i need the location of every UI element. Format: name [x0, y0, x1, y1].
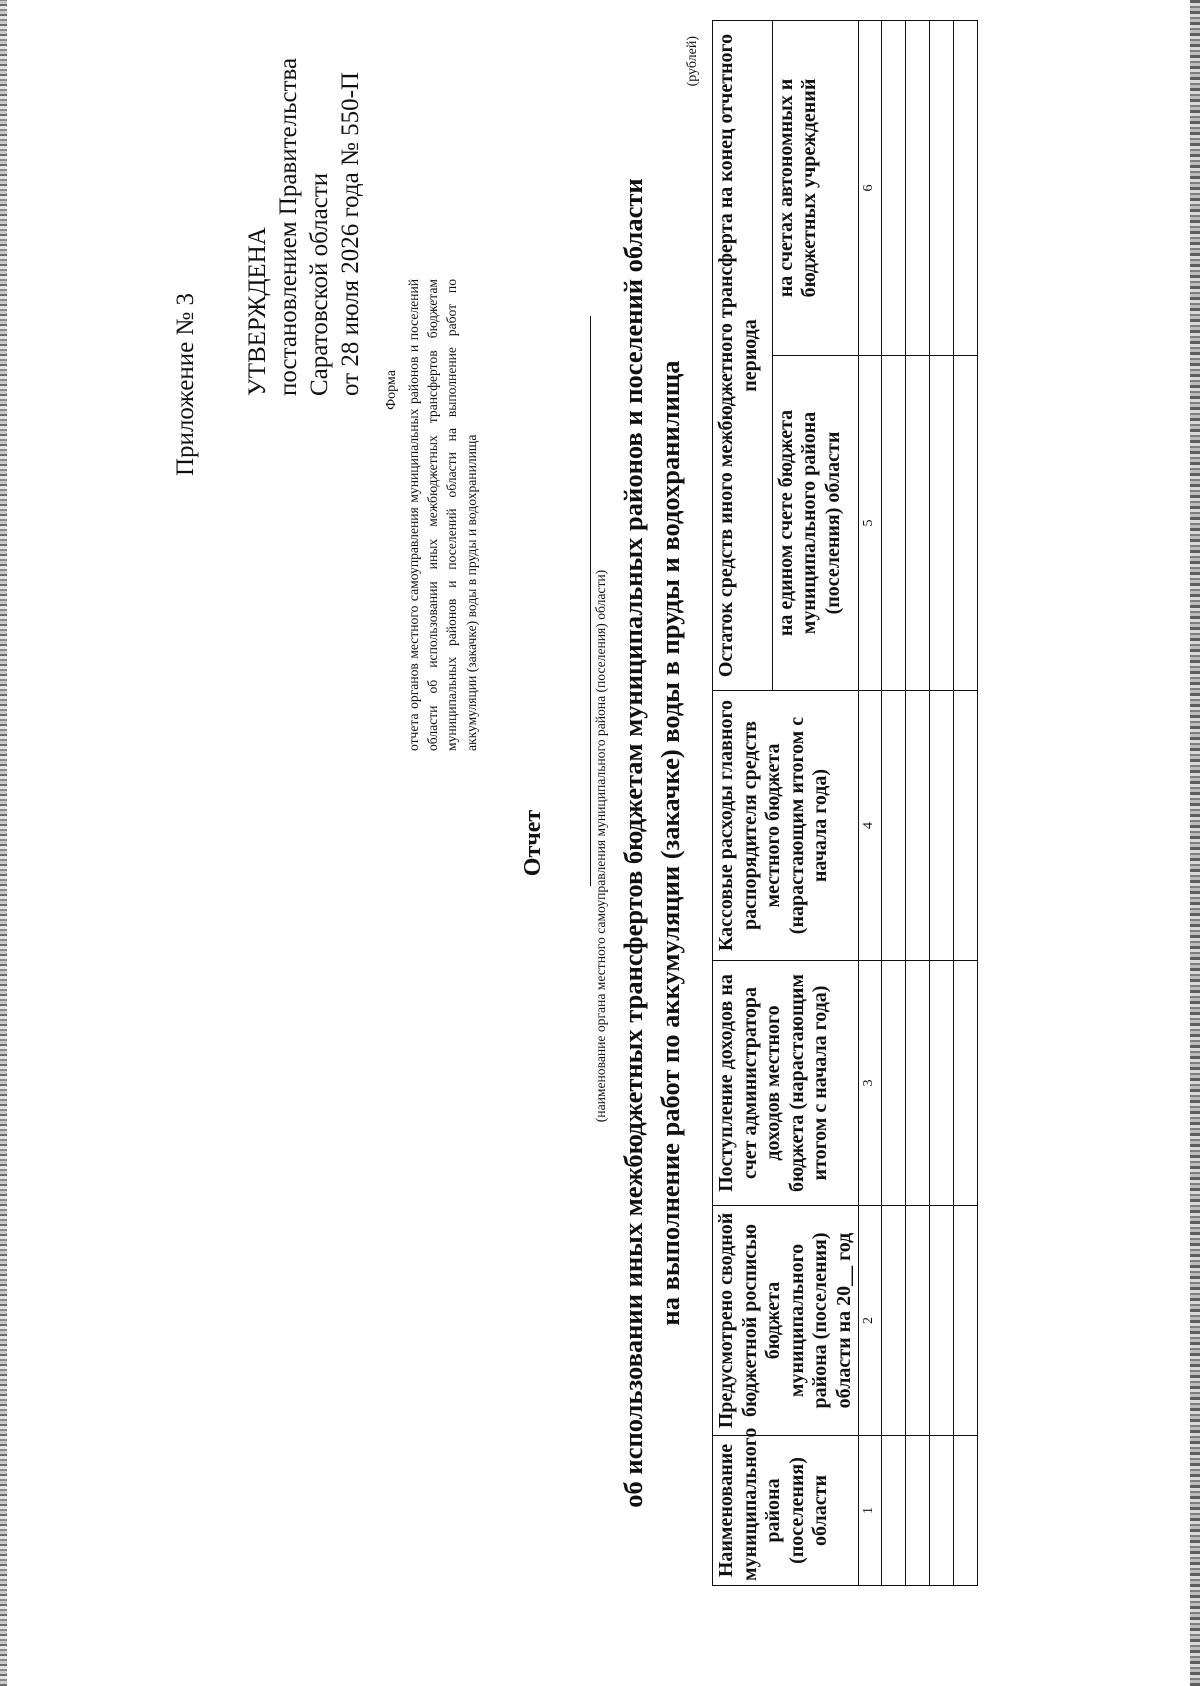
table-cell[interactable] — [882, 20, 906, 355]
form-label: Форма — [384, 370, 399, 410]
table-cell[interactable] — [906, 20, 930, 355]
table-cell[interactable] — [930, 1206, 954, 1436]
column-number: 4 — [859, 691, 882, 961]
header-cell-institution-accounts: на счетах автономных и бюджетных учреждений — [772, 20, 858, 355]
approval-heading: УТВЕРЖДЕНА — [244, 227, 271, 396]
approval-line: от 28 июля 2026 года № 550-П — [337, 72, 364, 396]
table-cell[interactable] — [906, 356, 930, 691]
header-cell-planned: Предусмотрено сводной бюджетной росписью бюджета муниципального района (поселения) области на 20__ год — [713, 1206, 859, 1436]
table-cell[interactable] — [954, 356, 978, 691]
table-cell[interactable] — [882, 356, 906, 691]
org-name-line — [590, 316, 591, 886]
report-table — [712, 20, 978, 1586]
table-row — [906, 20, 930, 1585]
header-cell-single-account: на едином счете бюджета муниципального района (поселения) области — [772, 356, 858, 691]
column-number: 5 — [859, 356, 882, 691]
table-cell[interactable] — [906, 1436, 930, 1586]
table-row — [930, 20, 954, 1585]
table-row — [882, 20, 906, 1585]
table-row — [954, 20, 978, 1585]
table-cell[interactable] — [930, 356, 954, 691]
org-name-caption: (наименование органа местного самоуправления муниципального района (поселения) области) — [593, 569, 608, 1123]
column-number: 2 — [859, 1206, 882, 1436]
header-cell-district: Наименование муниципального района (поселения) области — [713, 1436, 859, 1586]
approval-line: постановлением Правительства — [275, 57, 302, 396]
table-cell[interactable] — [882, 1436, 906, 1586]
table-cell[interactable] — [954, 20, 978, 355]
table-cell[interactable] — [882, 1206, 906, 1436]
table-cell[interactable] — [930, 691, 954, 961]
column-number: 1 — [859, 1436, 882, 1586]
table-cell[interactable] — [954, 1436, 978, 1586]
table-cell[interactable] — [906, 691, 930, 961]
report-subject-line: на выполнение работ по аккумуляции (закачке) воды в пруды и водохранилища — [655, 360, 685, 1326]
table-cell[interactable] — [882, 961, 906, 1206]
report-subject — [615, 0, 689, 1686]
table-cell[interactable] — [954, 961, 978, 1206]
report-subject-line: об использовании иных межбюджетных трансфертов бюджетам муниципальных районов и поселений области — [618, 178, 648, 1508]
header-cell-expenses: Кассовые расходы главного распорядителя средств местного бюджета (нарастающим итогом с начала года) — [713, 691, 859, 961]
approval-line: Саратовской области — [306, 172, 333, 396]
table-cell[interactable] — [882, 691, 906, 961]
header-cell-receipts: Поступление доходов на счет администратора доходов местного бюджета (нарастающим итогом с начала года) — [713, 961, 859, 1206]
column-number: 3 — [859, 961, 882, 1206]
header-cell-balance-group: Остаток средств иного межбюджетного трансферта на конец отчетного периода — [713, 20, 773, 690]
table-header-row — [713, 20, 773, 1585]
units-label: (рублей) — [685, 36, 700, 87]
table-cell[interactable] — [906, 961, 930, 1206]
table-cell[interactable] — [930, 1436, 954, 1586]
table-cell[interactable] — [906, 1206, 930, 1436]
column-number: 6 — [859, 20, 882, 355]
table-cell[interactable] — [930, 961, 954, 1206]
report-title: Отчет — [520, 809, 546, 877]
appendix-label: Приложение № 3 — [172, 292, 199, 476]
table-cell[interactable] — [954, 1206, 978, 1436]
table-number-row — [859, 20, 882, 1585]
form-description: отчета органов местного самоуправления муниципальных районов и поселений области об использовании иных межбюджетных трансфертов бюджетам муниципальных районов и поселений области на выполнение работ по аккумуляции (закачке) воды в пруды и водохранилища — [406, 279, 479, 751]
approval-block — [242, 58, 366, 396]
table-cell[interactable] — [954, 691, 978, 961]
table-cell[interactable] — [930, 20, 954, 355]
